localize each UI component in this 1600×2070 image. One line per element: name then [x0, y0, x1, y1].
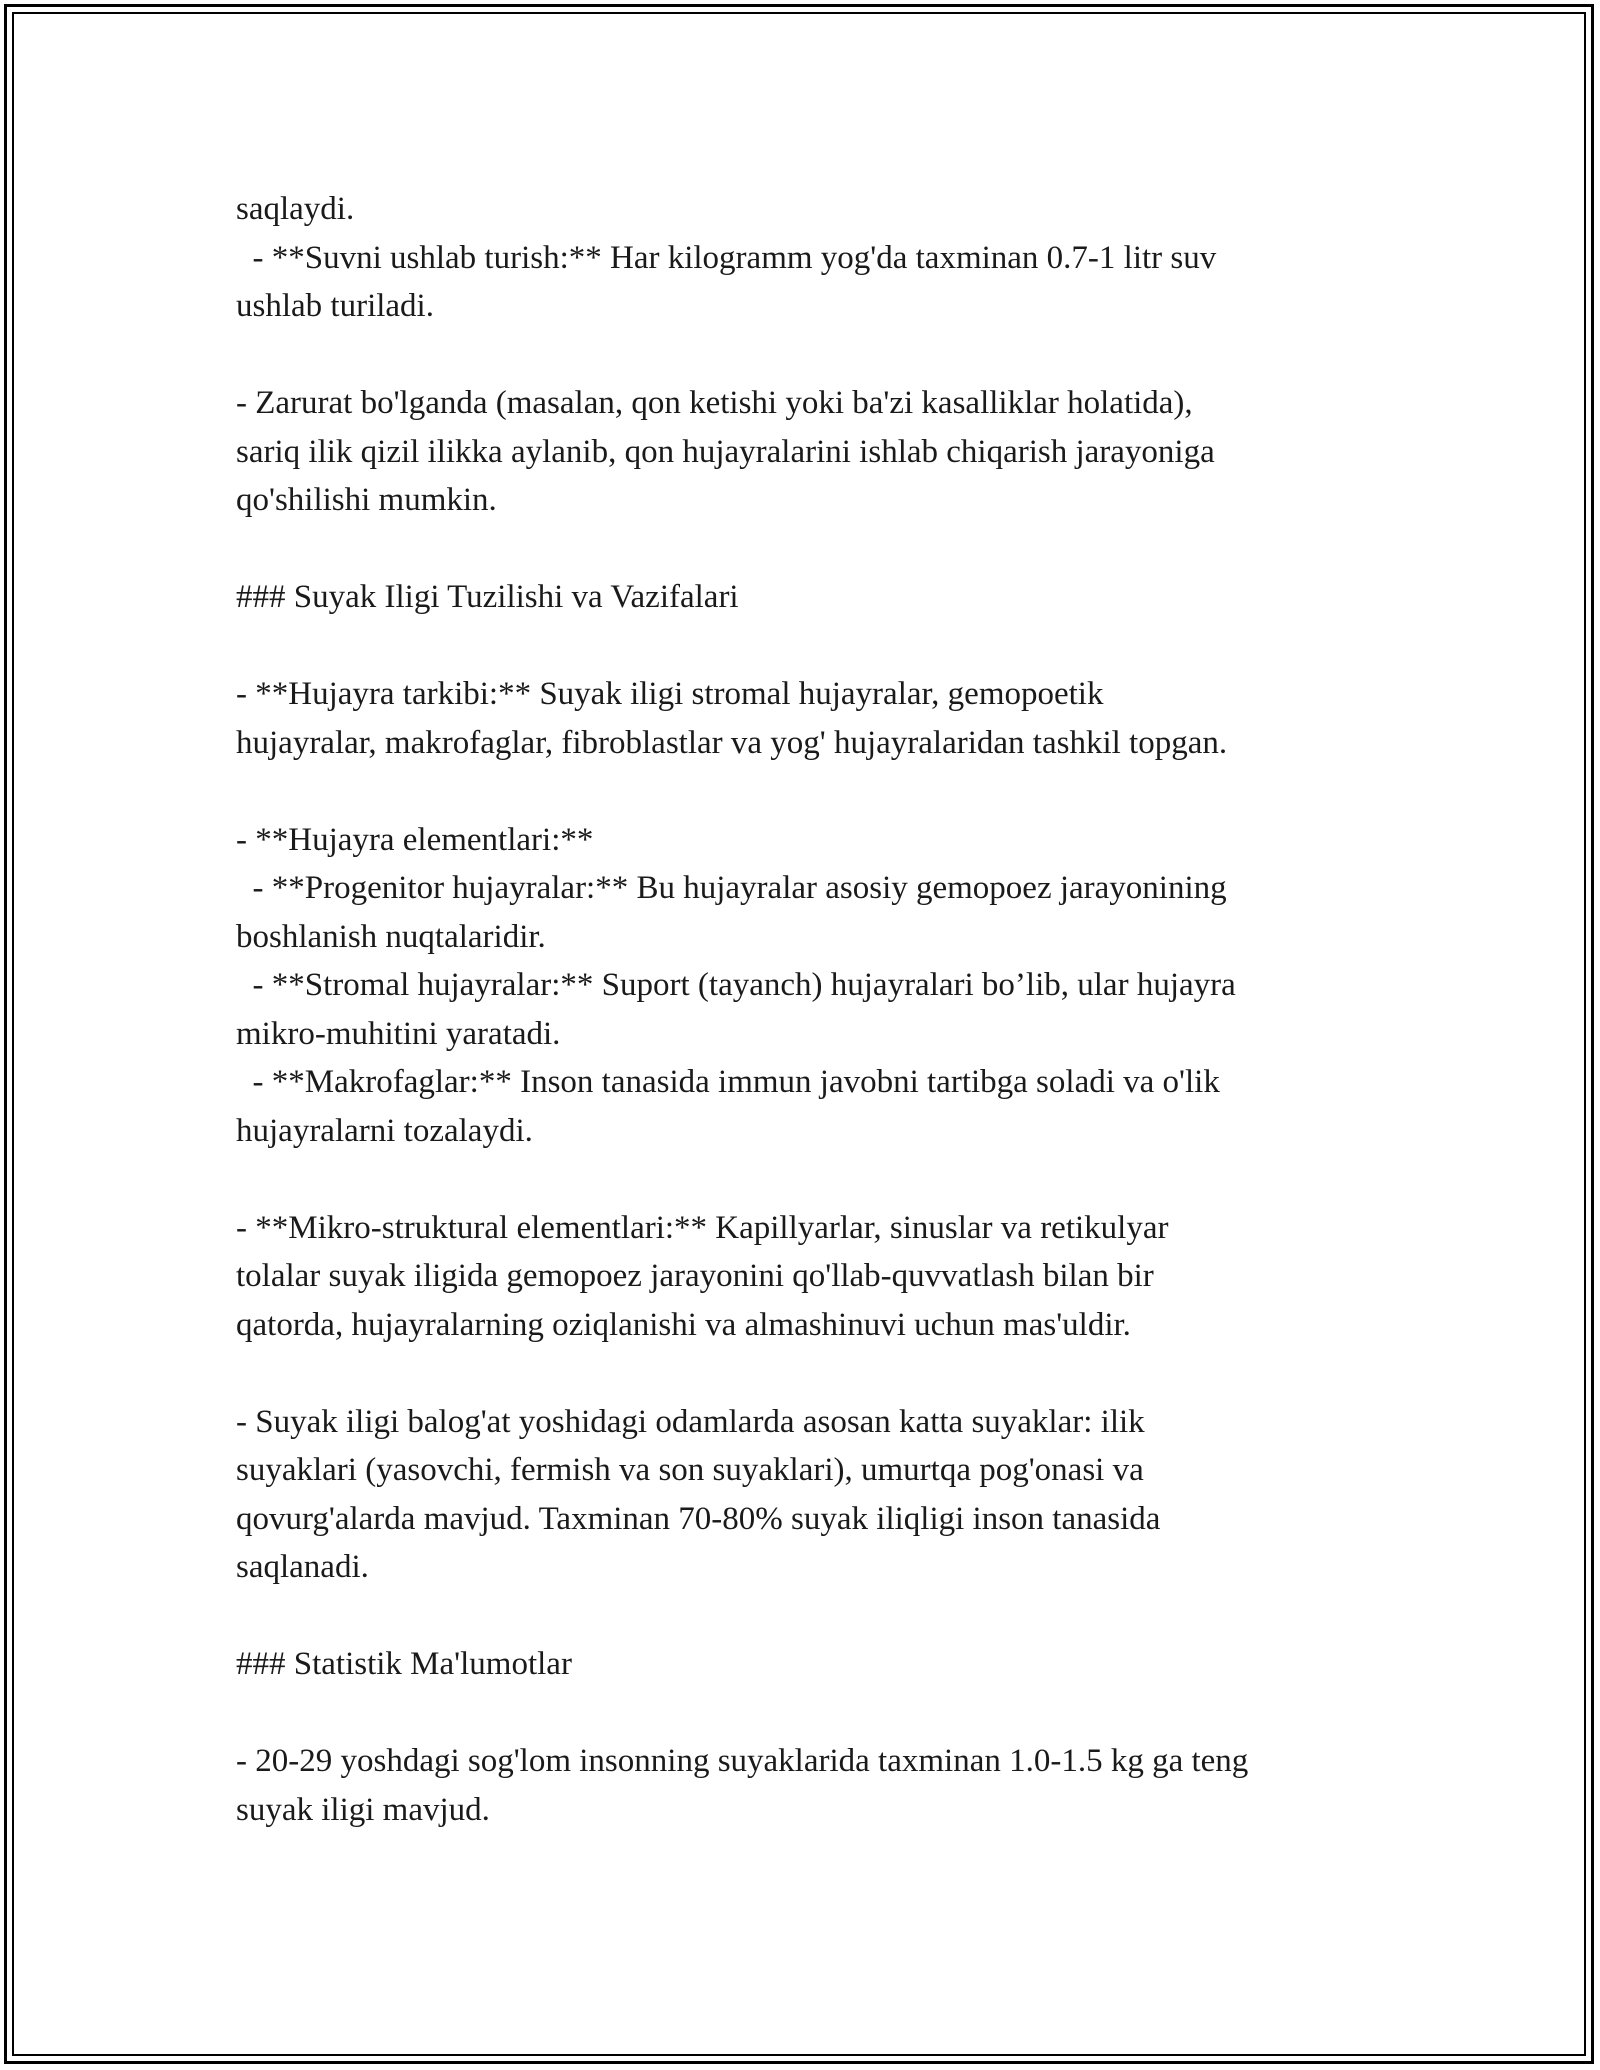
- document-body: [236, 185, 1376, 1834]
- text-line: - **Suvni ushlab turish:** Har kilogramm yog'da taxminan 0.7-1 litr suv: [236, 239, 1217, 276]
- text-line: qo'shilishi mumkin.: [236, 482, 497, 518]
- text-line: - Suyak iligi balog'at yoshidagi odamlarda asosan katta suyaklar: ilik: [236, 1403, 1145, 1440]
- blank-line: [236, 1592, 1376, 1641]
- text-line: - **Stromal hujayralar:** Suport (tayanch) hujayralari bo’lib, ular hujayra: [236, 967, 1236, 1003]
- blank-line: [236, 622, 1376, 671]
- section-heading: ### Statistik Ma'lumotlar: [236, 1646, 572, 1682]
- text-line: qatorda, hujayralarning oziqlanishi va almashinuvi uchun mas'uldir.: [236, 1306, 1131, 1343]
- text-line: tolalar suyak iligida gemopoez jarayonini qo'llab-quvvatlash bilan bir: [236, 1258, 1154, 1294]
- text-line: boshlanish nuqtalaridir.: [236, 918, 546, 955]
- text-line: hujayralar, makrofaglar, fibroblastlar va yog' hujayralaridan tashkil topgan.: [236, 724, 1228, 761]
- text-line: hujayralarni tozalaydi.: [236, 1112, 533, 1149]
- blank-line: [236, 1155, 1376, 1204]
- text-line: suyak iligi mavjud.: [236, 1791, 490, 1828]
- text-line: suyaklari (yasovchi, fermish va son suyaklari), umurtqa pog'onasi va: [236, 1452, 1144, 1488]
- blank-line: [236, 1349, 1376, 1398]
- text-line: ushlab turiladi.: [236, 288, 434, 324]
- text-line: - **Hujayra elementlari:**: [236, 821, 594, 858]
- text-line: qovurg'alarda mavjud. Taxminan 70-80% suyak iliqligi inson tanasida: [236, 1500, 1161, 1537]
- text-line: - Zarurat bo'lganda (masalan, qon ketishi yoki ba'zi kasalliklar holatida),: [236, 385, 1193, 421]
- text-line: - **Progenitor hujayralar:** Bu hujayralar asosiy gemopoez jarayonining: [236, 870, 1227, 906]
- text-line: mikro-muhitini yaratadi.: [236, 1015, 561, 1052]
- section-heading: ### Suyak Iligi Tuzilishi va Vazifalari: [236, 579, 739, 615]
- text-line: - **Hujayra tarkibi:** Suyak iligi stromal hujayralar, gemopoetik: [236, 676, 1104, 712]
- blank-line: [236, 1689, 1376, 1738]
- blank-line: [236, 767, 1376, 816]
- text-line: - **Mikro-struktural elementlari:** Kapillyarlar, sinuslar va retikulyar: [236, 1209, 1169, 1246]
- text-line: saqlaydi.: [236, 191, 355, 227]
- text-line: sariq ilik qizil ilikka aylanib, qon hujayralarini ishlab chiqarish jarayoniga: [236, 433, 1215, 470]
- blank-line: [236, 331, 1376, 380]
- blank-line: [236, 525, 1376, 574]
- text-line: saqlanadi.: [236, 1549, 369, 1585]
- text-line: - 20-29 yoshdagi sog'lom insonning suyaklarida taxminan 1.0-1.5 kg ga teng: [236, 1743, 1249, 1779]
- text-line: - **Makrofaglar:** Inson tanasida immun javobni tartibga soladi va o'lik: [236, 1064, 1220, 1100]
